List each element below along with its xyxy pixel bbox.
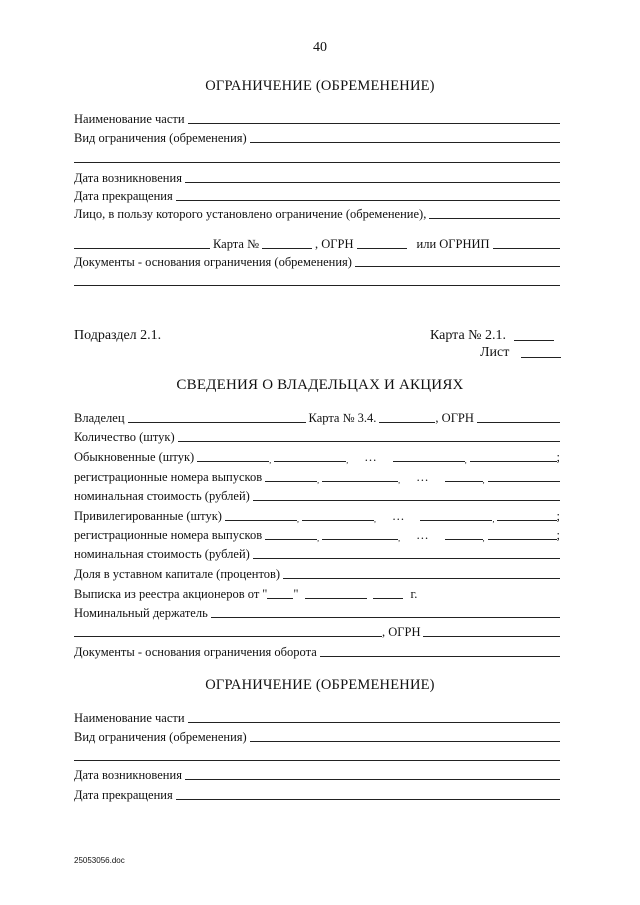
ellipsis: … — [416, 528, 429, 542]
owner-label: Владелец — [74, 411, 125, 425]
part-name-field-2[interactable] — [188, 722, 560, 723]
nominee-field[interactable] — [211, 617, 560, 618]
ogrnip-field[interactable] — [493, 248, 560, 249]
comma: , — [398, 534, 401, 543]
owner-ogrn-field[interactable] — [477, 422, 560, 423]
end-date-row-2 — [74, 787, 560, 803]
ellipsis: … — [364, 450, 377, 464]
owner-ogrn-label: , ОГРН — [435, 411, 474, 425]
registry-extract-row — [74, 586, 560, 602]
part-name-row — [74, 111, 560, 127]
semicolon: ; — [556, 528, 560, 542]
registry-year-field[interactable] — [373, 598, 403, 599]
start-date-field-2[interactable] — [185, 779, 560, 780]
end-date-label-2: Дата прекращения — [74, 788, 173, 802]
ordinary-nominal-row — [74, 488, 560, 504]
quantity-row — [74, 429, 560, 445]
owner-row — [74, 410, 560, 426]
ordinary-row — [74, 449, 560, 465]
preferred-nominal-field[interactable] — [253, 558, 560, 559]
beneficiary-name-field[interactable] — [74, 248, 210, 249]
restriction-type-row — [74, 130, 560, 146]
registry-extract-label: Выписка из реестра акционеров от — [74, 587, 260, 601]
comma: , — [296, 515, 299, 524]
documents-continuation-line[interactable] — [74, 285, 560, 286]
preferred-reg-label: регистрационные номера выпусков — [74, 528, 263, 542]
end-date-label: Дата прекращения — [74, 189, 173, 203]
ordinary-field-1[interactable] — [197, 461, 269, 462]
part-name-label: Наименование части — [74, 112, 185, 126]
restriction-type-field-2[interactable] — [250, 741, 560, 742]
preferred-nominal-label: номинальная стоимость (рублей) — [74, 547, 250, 561]
subsection-label: Подраздел 2.1. — [74, 328, 162, 343]
sheet-label: Лист — [480, 345, 510, 360]
ellipsis: … — [391, 509, 405, 523]
preferred-nominal-row — [74, 546, 560, 562]
ordinary-reg-field-1[interactable] — [265, 481, 317, 482]
start-date-row — [74, 170, 560, 186]
ordinary-reg-field-4[interactable] — [488, 481, 560, 482]
restriction-type-label-2: Вид ограничения (обременения) — [74, 730, 247, 744]
nominee-ogrn-label: , ОГРН — [382, 625, 421, 639]
quote-close: " — [293, 587, 299, 601]
ordinary-reg-field-2[interactable] — [322, 481, 398, 482]
preferred-field-4[interactable] — [497, 520, 556, 521]
quantity-field[interactable] — [178, 441, 560, 442]
ogrnip-label: или ОГРНИП — [416, 237, 490, 251]
preferred-field-2[interactable] — [302, 520, 374, 521]
ordinary-reg-row — [74, 469, 560, 485]
end-date-field-2[interactable] — [176, 799, 560, 800]
ordinary-field-2[interactable] — [274, 461, 346, 462]
turnover-docs-label: Документы - основания ограничения оборота — [74, 645, 317, 659]
turnover-docs-row — [74, 644, 560, 660]
preferred-label: Привилегированные (штук) — [74, 509, 222, 523]
owners-heading: СВЕДЕНИЯ О ВЛАДЕЛЬЦАХ И АКЦИЯХ — [176, 377, 464, 393]
subsection-card-field[interactable] — [514, 340, 554, 341]
subsection-card-label: Карта № 2.1. — [430, 328, 507, 343]
ordinary-reg-label: регистрационные номера выпусков — [74, 470, 263, 484]
sheet-field[interactable] — [521, 357, 561, 358]
start-date-label-2: Дата возникновения — [74, 768, 182, 782]
restriction-type-label: Вид ограничения (обременения) — [74, 131, 247, 145]
restriction-type-row-2 — [74, 729, 560, 745]
comma: , — [269, 456, 272, 465]
nominee-label: Номинальный держатель — [74, 606, 208, 620]
card-label: Карта № — [213, 237, 260, 251]
semicolon: ; — [556, 450, 560, 464]
comma: , — [482, 476, 485, 485]
preferred-reg-field-1[interactable] — [265, 539, 317, 540]
footer-filename: 25053056.doc — [74, 856, 125, 865]
restriction-heading: ОГРАНИЧЕНИЕ (ОБРЕМЕНЕНИЕ) — [205, 78, 435, 94]
beneficiary-field[interactable] — [429, 218, 560, 219]
owner-card-label: Карта № 3.4. — [308, 411, 377, 425]
ordinary-field-4[interactable] — [470, 461, 557, 462]
registry-day-field[interactable] — [267, 598, 293, 599]
comma: , — [373, 515, 376, 524]
comma: , — [317, 476, 320, 485]
documents-row — [74, 254, 560, 270]
ogrn-label: , ОГРН — [315, 237, 354, 251]
ordinary-field-3[interactable] — [393, 461, 465, 462]
owner-card-field[interactable] — [379, 422, 435, 423]
ogrn-field[interactable] — [357, 248, 407, 249]
start-date-row-2 — [74, 767, 560, 783]
owner-field[interactable] — [128, 422, 306, 423]
charter-share-label: Доля в уставном капитале (процентов) — [74, 567, 281, 581]
restriction-type-continuation-line[interactable] — [74, 162, 560, 163]
comma: , — [346, 456, 349, 465]
page-number: 40 — [313, 40, 327, 55]
semicolon: ; — [556, 509, 560, 523]
beneficiary-row — [74, 206, 560, 222]
comma: , — [464, 456, 467, 465]
end-date-row — [74, 188, 560, 204]
preferred-field-3[interactable] — [420, 520, 492, 521]
documents-label: Документы - основания ограничения (обременения) — [74, 255, 352, 269]
nominee-name-field[interactable] — [74, 636, 382, 637]
ordinary-reg-field-3[interactable] — [445, 481, 483, 482]
comma: , — [398, 476, 401, 485]
part-name-row-2 — [74, 710, 560, 726]
preferred-reg-field-2[interactable] — [322, 539, 398, 540]
ordinary-nominal-field[interactable] — [253, 500, 560, 501]
year-suffix: г. — [410, 587, 418, 601]
card-number-field[interactable] — [262, 248, 312, 249]
quantity-label: Количество (штук) — [74, 430, 175, 444]
quote-open: " — [262, 587, 268, 601]
documents-field[interactable] — [355, 266, 560, 267]
card-ogrn-row — [74, 236, 560, 252]
ordinary-nominal-label: номинальная стоимость (рублей) — [74, 489, 250, 503]
subsection-card — [430, 328, 554, 344]
turnover-docs-field[interactable] — [320, 656, 560, 657]
nominee-ogrn-row — [74, 624, 560, 640]
nominee-row — [74, 605, 560, 621]
ordinary-label: Обыкновенные (штук) — [74, 450, 195, 464]
registry-month-field[interactable] — [305, 598, 367, 599]
preferred-field-1[interactable] — [225, 520, 297, 521]
restriction-type-field[interactable] — [250, 142, 560, 143]
end-date-field[interactable] — [176, 200, 560, 201]
part-name-field[interactable] — [188, 123, 560, 124]
start-date-field[interactable] — [185, 182, 560, 183]
restriction-type-continuation-line-2[interactable] — [74, 760, 560, 761]
comma: , — [482, 534, 485, 543]
preferred-reg-field-3[interactable] — [445, 539, 483, 540]
charter-share-field[interactable] — [283, 578, 560, 579]
restriction-heading-2: ОГРАНИЧЕНИЕ (ОБРЕМЕНЕНИЕ) — [205, 677, 435, 693]
preferred-row — [74, 508, 560, 524]
start-date-label: Дата возникновения — [74, 171, 182, 185]
nominee-ogrn-field[interactable] — [423, 636, 560, 637]
comma: , — [492, 515, 495, 524]
beneficiary-label: Лицо, в пользу которого установлено ограничение (обременение), — [74, 207, 427, 221]
preferred-reg-row — [74, 527, 560, 543]
part-name-label-2: Наименование части — [74, 711, 185, 725]
subsection-sheet — [480, 345, 561, 361]
comma: , — [317, 534, 320, 543]
ellipsis: … — [416, 470, 429, 484]
charter-share-row — [74, 566, 560, 582]
preferred-reg-field-4[interactable] — [488, 539, 557, 540]
